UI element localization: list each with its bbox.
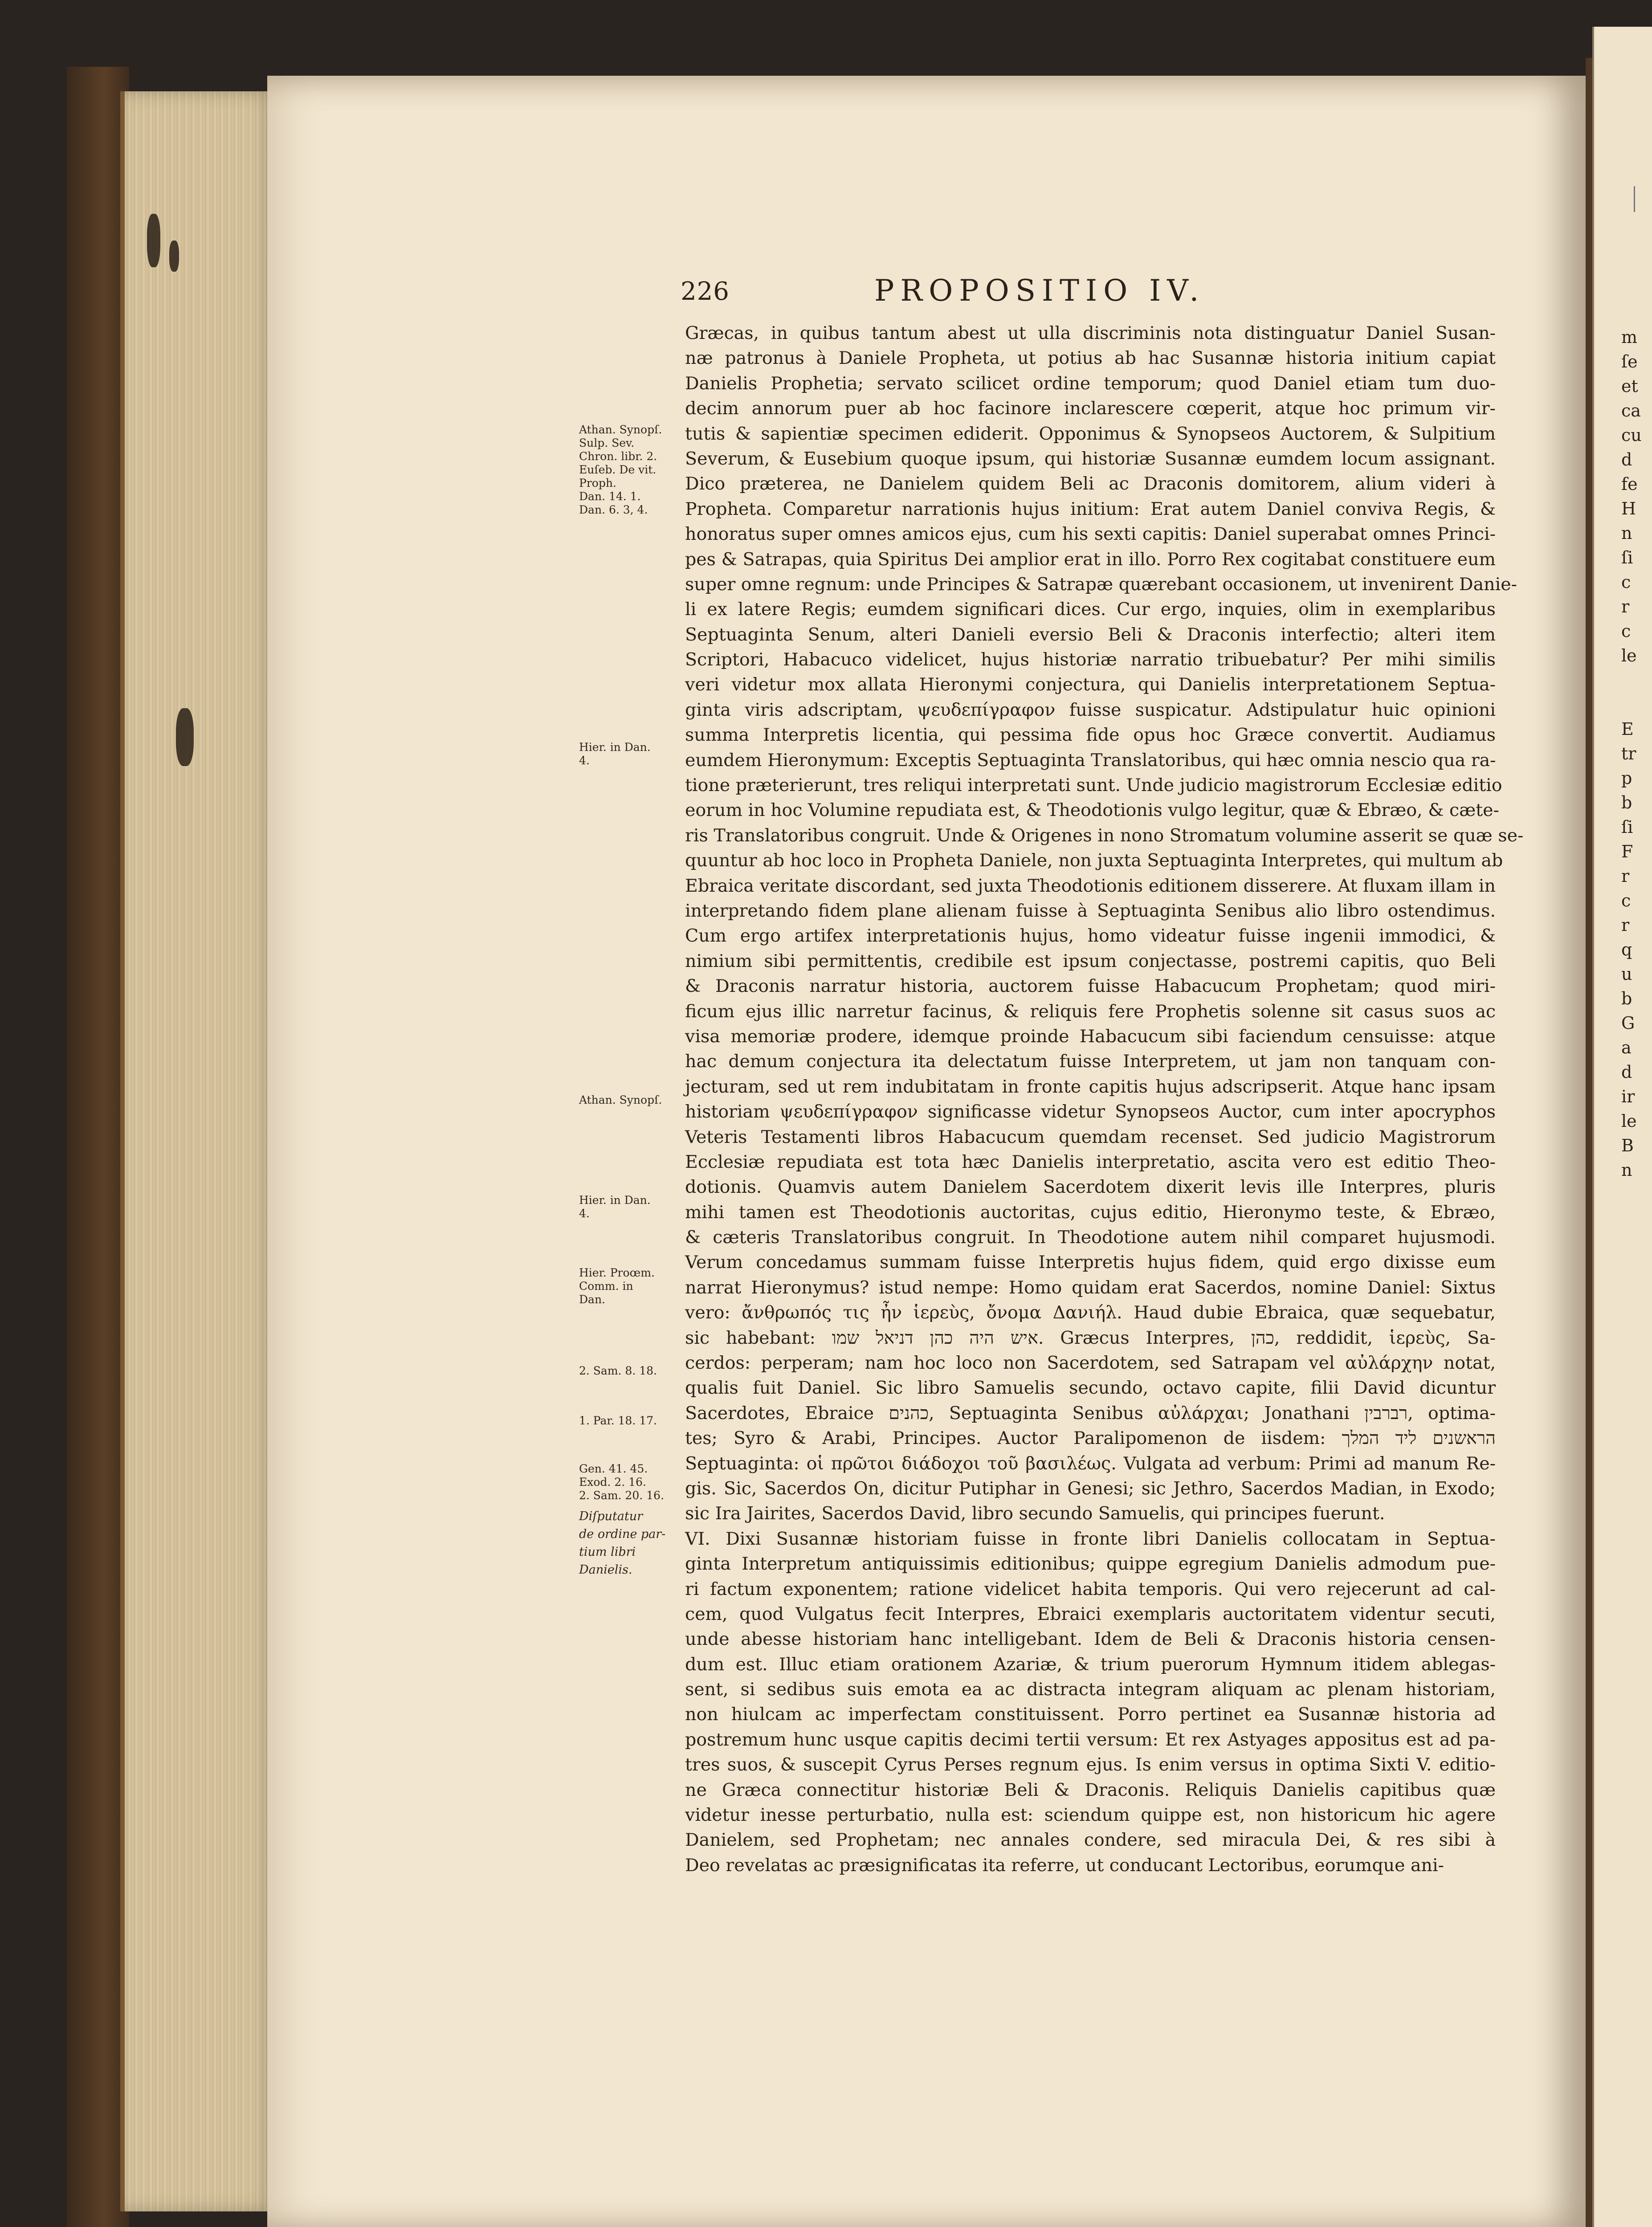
text-line: Dico præterea, ne Danielem quidem Beli ac Draconis domitorem, alium videri à: [685, 473, 1496, 494]
text-line: & cæteris Translatoribus congruit. In Theodotione autem nihil comparet hujusmodi.: [685, 1227, 1496, 1248]
text-line: qualis fuit Daniel. Sic libro Samuelis secundo, octavo capite, filii David dicuntur: [685, 1378, 1496, 1399]
text-line: postremum hunc usque capitis decimi tertii versum: Et rex Astyages appositus est ad pa-: [685, 1729, 1496, 1750]
text-line: cerdos: perperam; nam hoc loco non Sacerdotem, sed Satrapam vel αὐλάρχην notat,: [685, 1353, 1496, 1374]
text-line: sic habebant: איש היה כהן דניאל שמו. Græcus Interpres, כהן, reddidit, ἱερεὺς, Sa-: [685, 1327, 1496, 1348]
text-line: Cum ergo artifex interpretationis hujus, homo videatur fuisse ingenii immodici, &: [685, 926, 1496, 946]
margin-note: Athan. Synopſ.: [579, 1093, 662, 1106]
text-line: nimium sibi permittentis, credibile est ipsum conjectasse, postremi capitis, quo Beli: [685, 950, 1496, 971]
text-line: Ebraica veritate discordant, sed juxta Theodotionis editionem disserere. At fluxam illam in: [685, 875, 1496, 896]
margin-note: 2. Sam. 8. 18.: [579, 1364, 657, 1377]
text-line: decim annorum puer ab hoc facinore inclarescere cœperit, atque hoc primum vir-: [685, 398, 1496, 419]
text-line: vero: ἄνθρωπός τις ἦν ἱερεὺς, ὄνομα Δανιήλ. Haud dubie Ebraica, quæ sequebatur,: [685, 1302, 1496, 1323]
text-line: Septuaginta Senum, alteri Danieli eversio Beli & Draconis interfectio; alteri item: [685, 624, 1496, 645]
text-line: narrat Hieronymus? istud nempe: Homo quidam erat Sacerdos, nomine Daniel: Sixtus: [685, 1277, 1496, 1298]
margin-note: Hier. Proœm. Comm. in Dan.: [579, 1266, 655, 1306]
text-line: visa memoriæ prodere, idemque proinde Habacucum sibi faciendum censuisse: atque: [685, 1026, 1496, 1047]
page-number: 226: [681, 277, 730, 306]
facing-page-mark: [1634, 186, 1635, 212]
margin-note: Athan. Synopſ. Sulp. Sev. Chron. libr. Euſeb. De vit. Proph. Dan. 14. 1. Dan. 6. 3, 4.: [579, 423, 662, 516]
text-line: Græcas, in quibus tantum abest ut ulla discriminis nota distinguatur Daniel Susan-: [685, 323, 1496, 343]
text-line: sic Ira Jairites, Sacerdos David, libro secundo Samuelis, qui principes fuerunt.: [685, 1503, 1385, 1524]
margin-note: Gen. 41. 45. Exod. 2. 16. 2. Sam. 20.: [579, 1462, 648, 1502]
text-line: gis. Sic, Sacerdos On, dicitur Putiphar in Genesi; sic Jethro, Sacerdos Madian, in Exodo;: [685, 1478, 1496, 1499]
text-line: li ex latere Regis; eumdem significari dices. Cur ergo, inquies, olim in exemplaribus: [685, 599, 1496, 620]
text-line: jecturam, sed ut rem indubitatam in fronte capitis hujus adscripserit. Atque hanc ipsam: [685, 1076, 1496, 1097]
text-line: summa Interpretis licentia, qui pessima fide opus hoc Græce convertit. Audiamus: [685, 725, 1496, 746]
text-line: Ecclesiæ repudiata est tota hæc Danielis interpretatio, ascita vero est editio Theo-: [685, 1151, 1496, 1172]
margin-note: 1. Par. 18. 17.: [579, 1414, 657, 1427]
facing-page-text: m ſe et ca cu d fe H n ſi c r c le E tr p b ſi F r c r q u b G a d ir le B n: [1621, 327, 1642, 1180]
running-title: PROPOSITIO IV.: [874, 273, 1205, 308]
text-line: ginta Interpretum antiquissimis editionibus; quippe egregium Danielis admodum pue-: [685, 1554, 1496, 1574]
text-line: dum est. Illuc etiam orationem Azariæ, & trium puerorum Hymnum itidem ablegas-: [685, 1654, 1496, 1675]
margin-note: Diſputatur de ordine tium libri Danielis.: [579, 1509, 643, 1577]
text-line: Danielem, sed Prophetam; nec annales condere, sed miracula Dei, & res sibi à: [685, 1830, 1496, 1851]
main-text: [685, 321, 1524, 1878]
margin-note: Hier. in Dan. 4.: [579, 741, 651, 767]
text-line: tutis & sapientiæ specimen ediderit. Opponimus & Synopseos Auctorem, & Sulpitium: [685, 423, 1496, 444]
text-line: pes & Satrapas, quia Spiritus Dei amplior erat in illo. Porro Rex cogitabat constituere eum: [685, 549, 1496, 570]
text-line: Sacerdotes, Ebraice כהנים, Septuaginta Senibus αὐλάρχαι; Jonathani רברבין, optima-: [685, 1403, 1496, 1423]
text-line: quuntur ab hoc loco in Propheta Daniele, non juxta Septuaginta Interpretes, qui multum ab: [685, 850, 1503, 871]
ink-stain: [176, 708, 194, 766]
text-line: ficum ejus illic narretur facinus, & reliquis fere Prophetis solenne sit casus suos ac: [685, 1001, 1496, 1022]
text-line: dotionis. Quamvis autem Danielem Sacerdotem dixerit levis ille Interpres, pluris: [685, 1177, 1496, 1198]
text-line: Scriptori, Habacuco videlicet, hujus historiæ narratio tribuebatur? Per mihi similis: [685, 649, 1496, 670]
text-line: ris Translatoribus congruit. Unde & Origenes in nono Stromatum volumine asserit se quæ se-: [685, 825, 1524, 846]
text-line: & Draconis narratur historia, auctorem fuisse Habacucum Prophetam; quod miri-: [685, 976, 1496, 997]
text-line: eumdem Hieronymum: Exceptis Septuaginta Translatoribus, qui hæc omnia nescio qua ra-: [685, 750, 1496, 771]
text-line: Septuaginta: οἱ πρῶτοι διάδοχοι τοῦ βασιλέως. Vulgata ad verbum: Primi ad manum Re-: [685, 1453, 1496, 1474]
text-line: videtur inesse perturbatio, nulla est: sciendum quippe est, non historicum hic agere: [685, 1805, 1496, 1826]
margin-note: Hier. in Dan. 4.: [579, 1194, 651, 1220]
text-line: Verum concedamus summam fuisse Interpretis hujus fidem, quid ergo dixisse eum: [685, 1252, 1496, 1273]
text-line: eorum in hoc Volumine repudiata est, & Theodotionis vulgo legitur, quæ & Ebræo, & cæte-: [685, 800, 1499, 821]
text-line: historiam ψευδεπίγραφον significasse videtur Synopseos Auctor, cum inter apocryphos: [685, 1101, 1496, 1122]
text-line: ri factum exponentem; ratione videlicet habita temporis. Qui vero rejecerunt ad cal-: [685, 1578, 1496, 1599]
text-line: interpretando fidem plane alienam fuisse à Septuaginta Senibus alio libro ostendimus.: [685, 900, 1496, 921]
text-line: Severum, & Eusebium quoque ipsum, qui historiæ Susannæ eumdem locum assignant.: [685, 448, 1496, 469]
text-line: Propheta. Comparetur narrationis hujus initium: Erat autem Daniel conviva Regis, &: [685, 498, 1496, 519]
text-line: hac demum conjectura ita delectatum fuisse Interpretem, ut jam non tanquam con-: [685, 1051, 1496, 1072]
text-line: næ patronus à Daniele Propheta, ut potius ab hac Susannæ historia initium capiat: [685, 348, 1496, 369]
text-line: super omne regnum: unde Principes & Satrapæ quærebant occasionem, ut invenirent Danie-: [685, 574, 1517, 595]
ink-stain: [147, 214, 160, 267]
text-line: tes; Syro & Arabi, Principes. Auctor Paralipomenon de iisdem: הראשנים ליד המלך: [685, 1428, 1496, 1449]
text-line: ginta viris adscriptam, ψευδεπίγραφον fuisse suspicatur. Adstipulatur huic opinioni: [685, 699, 1496, 720]
text-line: veri videtur mox allata Hieronymi conjectura, qui Danielis interpretationem Septua-: [685, 674, 1496, 695]
text-line: Veteris Testamenti libros Habacucum quemdam recenset. Sed judicio Magistrorum: [685, 1126, 1496, 1147]
text-line: non hiulcam ac imperfectam constituissent. Porro pertinet ea Susannæ historia ad: [685, 1704, 1496, 1725]
text-line: mihi tamen est Theodotionis auctoritas, cujus editio, Hieronymo teste, & Ebræo,: [685, 1202, 1496, 1223]
text-line: Danielis Prophetia; servato scilicet ordine temporum; quod Daniel etiam tum duo-: [685, 373, 1496, 394]
text-line: unde abesse historiam hanc intelligebant. Idem de Beli & Draconis historia censen-: [685, 1629, 1496, 1650]
text-line: VI. Dixi Susannæ historiam fuisse in fronte libri Danielis collocatam in Septua-: [685, 1528, 1496, 1549]
text-line: sent, si sedibus suis emota ea ac distracta integram aliquam ac plenam historiam,: [685, 1679, 1496, 1700]
page-edges: [120, 91, 276, 2211]
text-line: cem, quod Vulgatus fecit Interpres, Ebraici exemplaris auctoritatem videntur secuti,: [685, 1603, 1496, 1624]
text-line: tione præterierunt, tres reliqui interpretati sunt. Unde judicio magistrorum Ecclesiæ editio: [685, 775, 1502, 796]
text-line: tres suos, & suscepit Cyrus Perses regnum ejus. Is enim versus in optima Sixti V. editio-: [685, 1754, 1496, 1775]
book-cover-left: [67, 67, 129, 2227]
page-header: [681, 273, 1496, 313]
text-line: honoratus super omnes amicos ejus, cum his sexti capitis: Daniel superabat omnes Princi-: [685, 524, 1496, 545]
ink-stain: [169, 241, 179, 272]
text-line: Deo revelatas ac præsignificatas ita referre, ut conducant Lectoribus, eorumque ani-: [685, 1855, 1444, 1876]
text-line: ne Græca connectitur historiæ Beli & Draconis. Reliquis Danielis capitibus quæ: [685, 1779, 1496, 1800]
